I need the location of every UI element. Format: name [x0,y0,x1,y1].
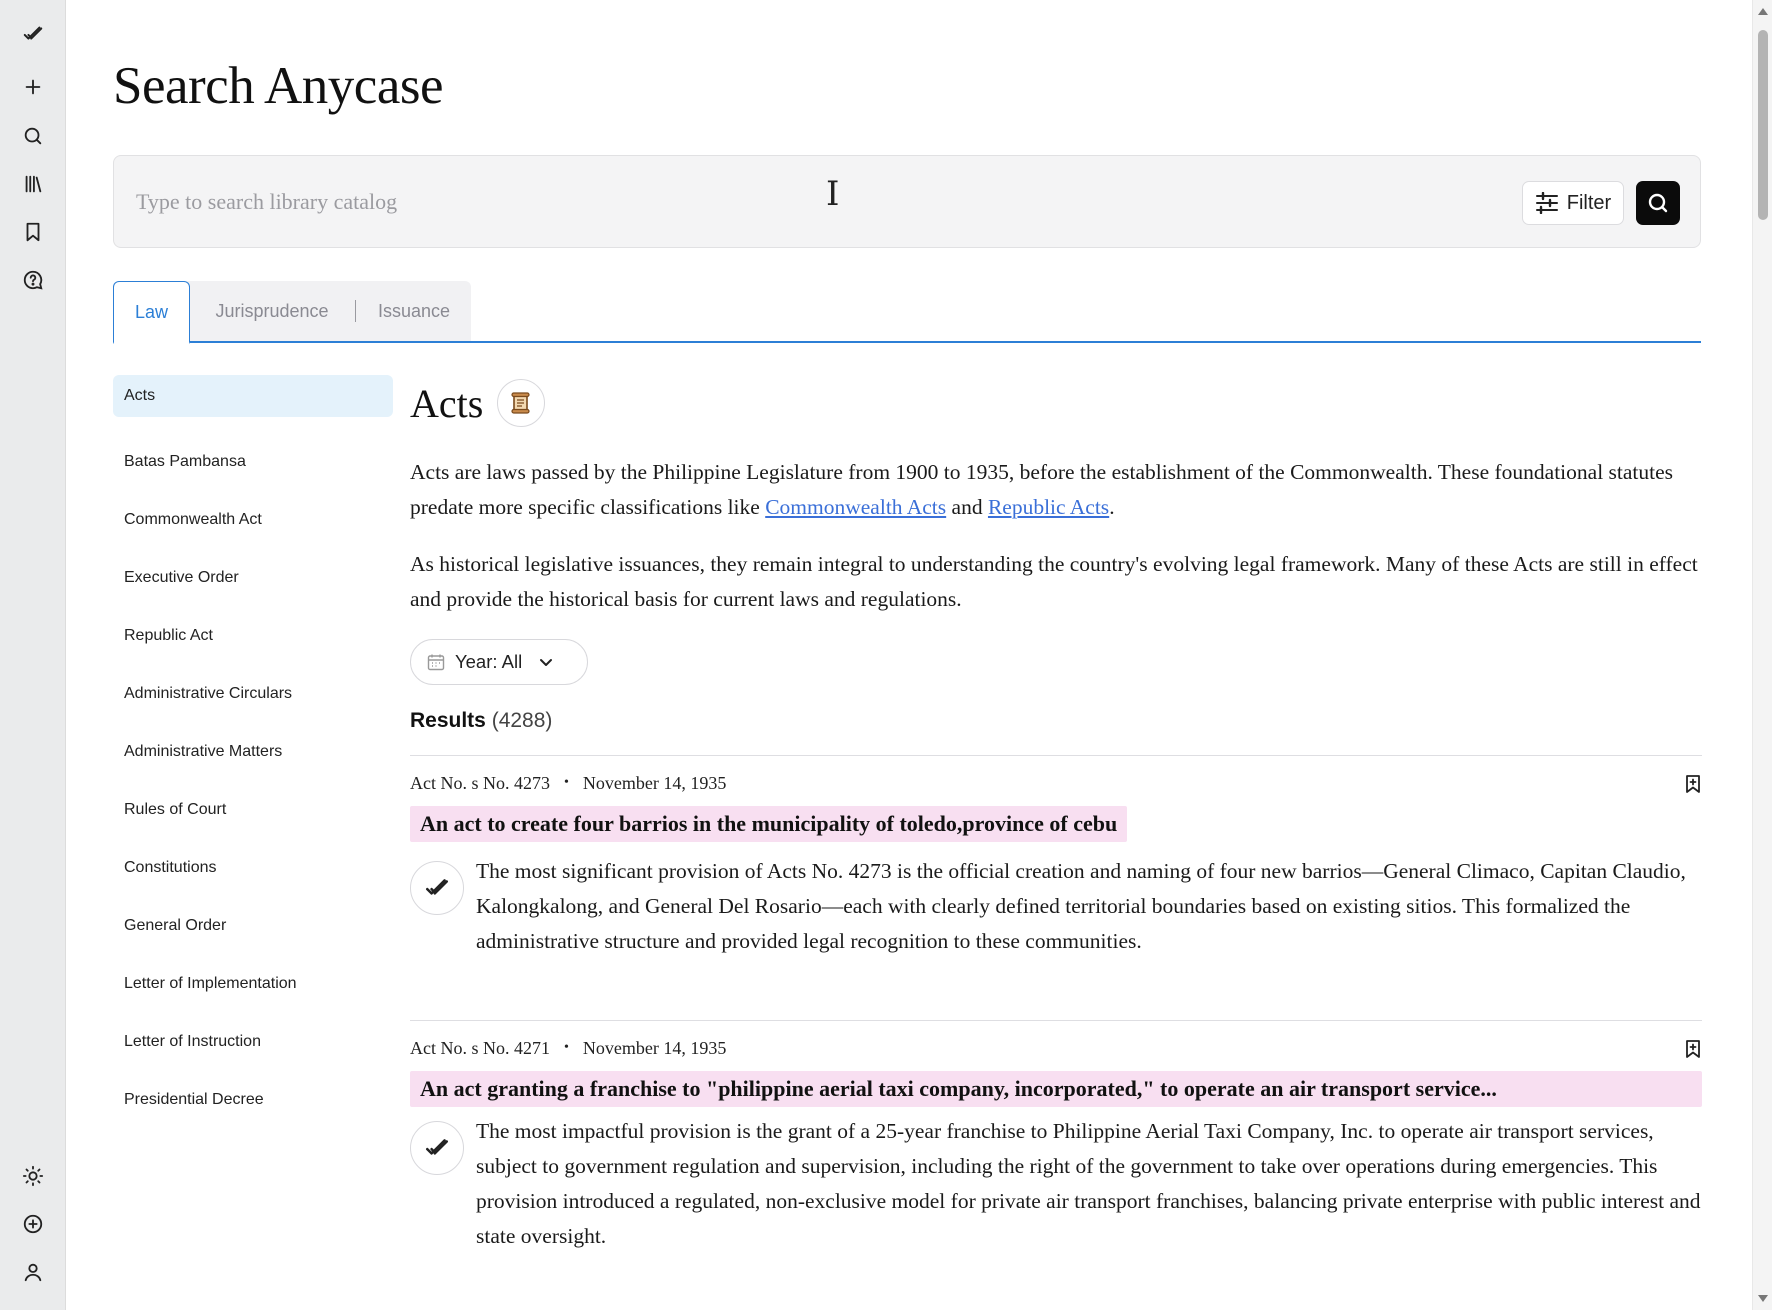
section-title: Acts [410,380,484,426]
vertical-scrollbar[interactable] [1752,0,1772,1310]
category-item[interactable]: Commonwealth Act [124,511,262,528]
plus-icon[interactable] [19,73,47,101]
search-input[interactable] [136,180,1396,224]
results-heading [410,709,1702,733]
summary-text: The most significant provision of Acts No. 4273 is the official creation and naming of four new barrios—General Climaco, Capitan Claudio, Kalongkalong, and General Del Rosario—each with clearly defined territorial boundaries based on existing sitios. This formalized the administrative structure and provided legal recognition to these communities. [476,859,1686,953]
scrollbar-thumb[interactable] [1758,30,1768,220]
sliders-icon [1535,192,1559,214]
scroll-document-icon [497,379,545,427]
search-box [113,155,1701,248]
commonwealth-acts-link[interactable]: Commonwealth Acts [765,495,947,519]
tabs-underline [113,341,1701,343]
category-item[interactable]: Administrative Matters [124,743,283,760]
help-chat-icon[interactable] [19,266,47,294]
library-icon[interactable] [19,170,47,198]
result-date: November 14, 1935 [582,1037,727,1058]
ai-summary-check-icon [410,1121,464,1175]
content-area [410,375,1702,1280]
year-filter-label: Year: All [455,651,523,672]
bookmark-add-icon[interactable] [1684,1039,1702,1064]
tab-issuance[interactable]: Issuance [377,301,451,321]
bookmark-add-icon[interactable] [1684,774,1702,799]
result-item [410,755,1702,1020]
result-title[interactable]: An act granting a franchise to "philippine aerial taxi company, incorporated," to operate an air transport service... [410,1071,1702,1107]
meta-separator: • [564,1040,569,1055]
category-item[interactable]: Executive Order [124,569,239,586]
category-item[interactable]: Rules of Court [124,801,227,818]
description-paragraph [410,455,1702,525]
bookmark-icon[interactable] [19,218,47,246]
category-item[interactable]: Letter of Implementation [124,975,297,992]
tab-jurisprudence[interactable]: Jurisprudence [215,301,329,321]
tab-law[interactable]: Law [113,281,190,344]
result-meta [410,772,1702,794]
description-text: Acts are laws passed by the Philippine Legislature from 1900 to 1935, before the establishment of the Commonwealth. These foundational statutes predate more specific classifications like [410,460,1674,519]
result-item [410,1020,1702,1280]
result-number: Act No. s No. 4273 [410,772,550,793]
section-description [410,455,1702,617]
search-icon [1646,191,1670,215]
left-rail [0,0,66,1310]
category-item[interactable]: General Order [124,917,227,934]
category-item[interactable]: Constitutions [124,859,217,876]
ai-summary-check-icon [410,861,464,915]
republic-acts-link[interactable]: Republic Acts [987,495,1110,519]
logo-check-icon[interactable] [19,20,47,48]
filter-label: Filter [1566,191,1612,214]
theme-sun-icon[interactable] [19,1162,47,1190]
result-date: November 14, 1935 [582,772,727,793]
summary-text: The most impactful provision is the grant of a 25-year franchise to Philippine Aerial Taxi Company, Inc. to operate air transport services, subject to government regulation and supervision, including the right of the government to take over operations during emergencies. This provision introduced a regulated, non-exclusive model for private air transport franchises, balancing private enterprise with public interest and state oversight. [476,1119,1701,1248]
results-count: (4288) [491,709,553,732]
category-item[interactable]: Batas Pambansa [124,453,246,470]
page-title: Search Anycase [113,57,443,115]
result-summary [410,861,1702,959]
search-submit-button[interactable] [1636,181,1680,225]
result-title[interactable]: An act to create four barrios in the municipality of toledo,province of cebu [410,806,1127,842]
category-item[interactable]: Letter of Instruction [124,1033,261,1050]
category-item[interactable]: Administrative Circulars [124,685,293,702]
description-text: . [1109,495,1115,519]
results-label: Results [410,709,486,732]
result-summary [410,1121,1702,1254]
chevron-down-icon [538,654,554,670]
user-icon[interactable] [19,1258,47,1286]
search-icon[interactable] [19,122,47,150]
meta-separator: • [564,775,569,790]
category-item[interactable]: Republic Act [124,627,213,644]
filter-button[interactable] [1522,181,1624,225]
tab-divider [355,300,356,322]
description-text: and [946,495,988,519]
scroll-up-arrow-icon[interactable] [1758,8,1768,15]
category-item-acts[interactable]: Acts [113,375,393,417]
scroll-down-arrow-icon[interactable] [1758,1295,1768,1302]
year-filter-dropdown[interactable] [410,639,588,685]
add-circle-icon[interactable] [19,1210,47,1238]
section-header [410,375,1702,431]
category-item[interactable]: Presidential Decree [124,1091,264,1108]
text-cursor-icon: I [826,174,840,214]
category-list [113,375,393,1129]
description-paragraph: As historical legislative issuances, they remain integral to understanding the country's evolving legal framework. Many of these Acts are still in effect and provide the historical basis for current laws and regulations. [410,552,1698,611]
result-meta [410,1037,1702,1059]
calendar-icon [427,653,445,671]
result-number: Act No. s No. 4271 [410,1037,550,1058]
